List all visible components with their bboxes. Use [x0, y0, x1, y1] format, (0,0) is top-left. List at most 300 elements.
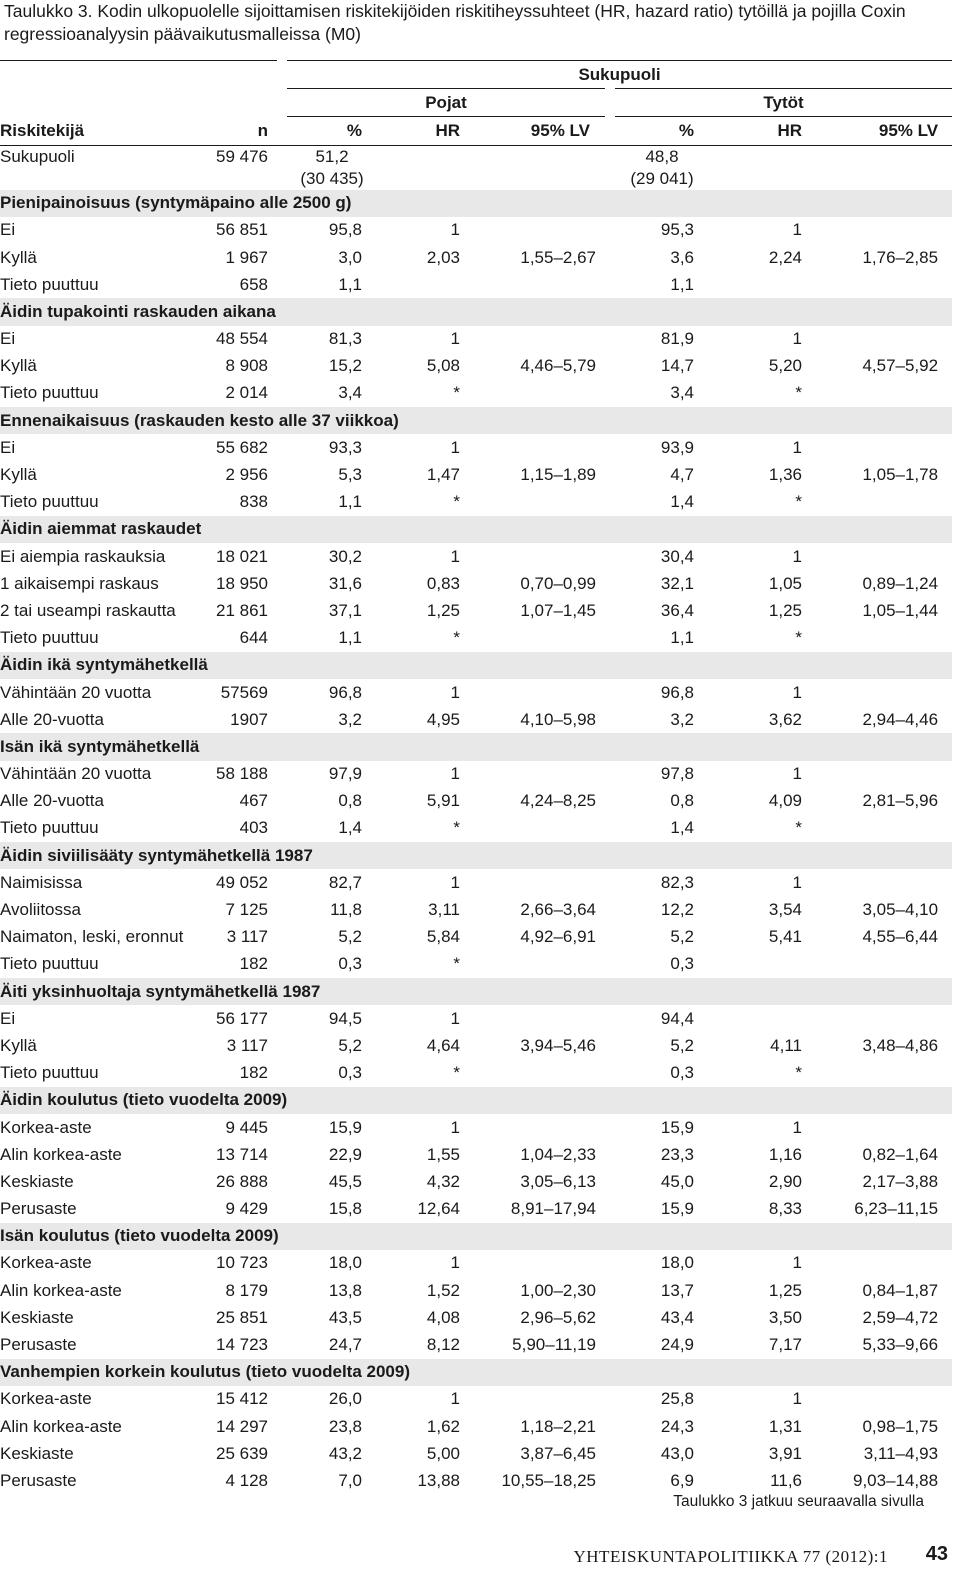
girls-pct: 3,4 [670, 383, 694, 403]
boys-pct: 15,2 [328, 356, 362, 376]
row-label: Korkea-aste [0, 1253, 92, 1273]
boys-hr: 1,55 [426, 1144, 460, 1164]
boys-ci [480, 1114, 610, 1141]
girls-hr: 1,36 [768, 465, 802, 485]
boys-hr: 5,84 [426, 927, 460, 947]
boys-ci [480, 625, 610, 652]
girls-ci [822, 543, 952, 570]
boys-pct: 1,1 [338, 628, 362, 648]
row-n: 14 723 [216, 1335, 268, 1355]
row-label: Alle 20-vuotta [0, 709, 104, 729]
table-row [0, 706, 952, 733]
girls-hr: 7,17 [768, 1335, 802, 1355]
girls-pct: 25,8 [660, 1389, 694, 1409]
girls-ci: 1,05–1,78 [862, 465, 939, 485]
boys-ci [480, 489, 610, 516]
row-n: 838 [239, 492, 268, 512]
boys-ci: 1,00–2,30 [520, 1280, 596, 1300]
girls-ci [822, 815, 952, 842]
girls-hr: 11,6 [770, 1470, 802, 1490]
boys-ci [480, 380, 610, 407]
girls-hr: 1,25 [768, 1280, 802, 1300]
table-row [0, 1277, 952, 1304]
boys-pct: 96,8 [328, 682, 362, 702]
col-risk-factor: Riskitekijä [0, 117, 210, 145]
boys-ci: 3,87–6,45 [520, 1443, 596, 1463]
col-boys-pct: % [282, 117, 382, 145]
boys-pct: 1,1 [338, 492, 362, 512]
table-row [0, 1250, 952, 1277]
boys-pct: 95,8 [328, 220, 362, 240]
row-n: 26 888 [216, 1171, 268, 1191]
girls-hr: * [795, 383, 802, 403]
boys-ci: 1,15–1,89 [520, 465, 596, 485]
girls-pct: 82,3 [660, 872, 694, 892]
boys-ci: 2,96–5,62 [520, 1307, 596, 1327]
boys-hr: 4,32 [426, 1171, 460, 1191]
girls-hr [714, 1005, 822, 1032]
table-row [0, 679, 952, 706]
row-n: 2 956 [225, 465, 268, 485]
girls-pct: 36,4 [660, 600, 694, 620]
boys-pct: 18,0 [328, 1253, 362, 1273]
boys-ci: 4,24–8,25 [520, 791, 596, 811]
boys-ci [480, 761, 610, 788]
girls-ci [822, 1386, 952, 1413]
continuation-note: Taulukko 3 jatkuu seuraavalla sivulla [673, 1493, 924, 1510]
girls-hr: 3,50 [768, 1307, 802, 1327]
boys-pct: 26,0 [328, 1389, 362, 1409]
girls-hr: 1 [792, 682, 802, 702]
row-label: Kyllä [0, 356, 37, 376]
girls-ci [822, 326, 952, 353]
boys-share [282, 145, 382, 190]
table-row [0, 1196, 952, 1223]
row-n: 7 125 [225, 900, 268, 920]
girls-ci: 6,23–11,15 [854, 1199, 939, 1219]
boys-pct: 82,7 [328, 872, 362, 892]
boys-hr: * [453, 492, 460, 512]
row-n: 10 723 [216, 1253, 268, 1273]
section-title: Äidin tupakointi raskauden aikana [0, 298, 952, 325]
section-header [0, 1359, 952, 1386]
row-label: Alin korkea-aste [0, 1416, 122, 1436]
boys-ci: 1,18–2,21 [520, 1416, 596, 1436]
girls-hr: 1,16 [768, 1144, 802, 1164]
girls-share-pct: 48,8 [645, 146, 679, 166]
girls-hr: 1 [792, 220, 802, 240]
boys-pct: 15,9 [328, 1117, 362, 1137]
row-n: 1 967 [225, 247, 268, 267]
row-n: 8 908 [225, 356, 268, 376]
girls-hr: 1,05 [768, 573, 802, 593]
girls-hr: 4,11 [770, 1035, 802, 1055]
section-header [0, 652, 952, 679]
boys-hr: 5,00 [426, 1443, 460, 1463]
girls-hr: * [795, 628, 802, 648]
girls-pct: 18,0 [660, 1253, 694, 1273]
girls-hr: 1 [792, 1389, 802, 1409]
boys-hr: * [453, 818, 460, 838]
table-row [0, 1413, 952, 1440]
girls-ci: 3,48–4,86 [862, 1035, 939, 1055]
table-row [0, 625, 952, 652]
section-header [0, 842, 952, 869]
boys-hr: 1 [450, 764, 460, 784]
row-label: Alin korkea-aste [0, 1280, 122, 1300]
col-girls-ci: 95% LV [822, 117, 952, 145]
row-n: 644 [239, 628, 268, 648]
section-header [0, 1087, 952, 1114]
row-label: Perusaste [0, 1199, 77, 1219]
girls-hr: 3,54 [768, 900, 802, 920]
section-title: Äidin ikä syntymähetkellä [0, 652, 952, 679]
boys-pct: 0,3 [338, 954, 362, 974]
girls-hr: * [795, 492, 802, 512]
girls-hr: 1 [792, 546, 802, 566]
table-row [0, 1304, 952, 1331]
girls-ci [822, 1060, 952, 1087]
boys-ci [480, 217, 610, 244]
girls-ci [822, 489, 952, 516]
boys-ci [480, 815, 610, 842]
girls-pct: 32,1 [660, 573, 694, 593]
girls-pct: 14,7 [660, 356, 694, 376]
girls-hr: 5,20 [768, 356, 802, 376]
col-boys-hr: HR [382, 117, 480, 145]
boys-pct: 3,4 [338, 383, 362, 403]
row-label: Keskiaste [0, 1443, 74, 1463]
girls-ci: 9,03–14,88 [852, 1470, 939, 1490]
row-n: 4 128 [225, 1470, 268, 1490]
girls-ci [822, 380, 952, 407]
girls-pct: 4,7 [670, 465, 694, 485]
girls-hr: * [795, 818, 802, 838]
boys-hr: 8,12 [426, 1335, 460, 1355]
section-title: Pienipainoisuus (syntymäpaino alle 2500 g) [0, 190, 952, 217]
row-label: Ei [0, 1008, 16, 1028]
girls-pct: 97,8 [660, 764, 694, 784]
row-n: 56 851 [216, 220, 268, 240]
girls-ci [822, 1005, 952, 1032]
boys-hr: 1,25 [426, 600, 460, 620]
table-row [0, 570, 952, 597]
row-n: 15 412 [216, 1389, 268, 1409]
girls-hr: 1 [792, 872, 802, 892]
boys-ci [480, 951, 610, 978]
girls-pct: 0,3 [670, 954, 694, 974]
section-title: Äiti yksinhuoltaja syntymähetkellä 1987 [0, 978, 952, 1005]
girls-ci: 2,17–3,88 [862, 1171, 939, 1191]
section-title: Ennenaikaisuus (raskauden kesto alle 37 viikkoa) [0, 407, 952, 434]
boys-hr: 4,64 [426, 1035, 460, 1055]
row-n: 1907 [230, 709, 268, 729]
girls-pct: 1,1 [670, 274, 694, 294]
row-n: 13 714 [216, 1144, 268, 1164]
girls-ci [822, 434, 952, 461]
table-row [0, 924, 952, 951]
table-row [0, 951, 952, 978]
row-label: Perusaste [0, 1335, 77, 1355]
row-n: 403 [239, 818, 268, 838]
row-label: Vähintään 20 vuotta [0, 764, 152, 784]
boys-hr: * [453, 954, 460, 974]
boys-hr: 1 [450, 1008, 460, 1028]
section-title: Äidin aiemmat raskaudet [0, 516, 952, 543]
row-label: Tieto puuttuu [0, 628, 99, 648]
section-title: Äidin koulutus (tieto vuodelta 2009) [0, 1087, 952, 1114]
header-columns-row [0, 117, 952, 145]
boys-hr: 1 [450, 872, 460, 892]
table-row [0, 597, 952, 624]
boys-ci: 1,07–1,45 [520, 600, 596, 620]
boys-pct: 3,2 [338, 709, 362, 729]
row-n: 3 117 [226, 1035, 268, 1055]
girls-pct: 43,0 [660, 1443, 694, 1463]
boys-ci [480, 434, 610, 461]
girls-ci [822, 1250, 952, 1277]
boys-pct: 13,8 [328, 1280, 362, 1300]
girls-ci [822, 217, 952, 244]
boys-hr: 1 [450, 1117, 460, 1137]
row-n: 56 177 [216, 1008, 268, 1028]
table-row [0, 434, 952, 461]
boys-hr: 1 [450, 437, 460, 457]
girls-share-n: (29 041) [630, 168, 694, 188]
boys-pct: 15,8 [328, 1199, 362, 1219]
boys-pct: 3,0 [338, 247, 362, 267]
row-label: 2 tai useampi raskautta [0, 600, 176, 620]
row-label: Tieto puuttuu [0, 818, 99, 838]
row-label: Perusaste [0, 1470, 77, 1490]
row-label: Naimisissa [0, 872, 83, 892]
boys-ci: 10,55–18,25 [501, 1470, 596, 1490]
girls-pct: 12,2 [660, 900, 694, 920]
section-header [0, 1223, 952, 1250]
boys-ci: 3,94–5,46 [520, 1035, 596, 1055]
table-row [0, 1440, 952, 1467]
girls-ci: 0,89–1,24 [862, 573, 939, 593]
boys-pct: 81,3 [328, 329, 362, 349]
table-row [0, 1331, 952, 1358]
boys-ci: 4,46–5,79 [520, 356, 596, 376]
table-row [0, 1005, 952, 1032]
girls-pct: 30,4 [660, 546, 694, 566]
girls-ci: 1,05–1,44 [862, 600, 939, 620]
girls-ci: 3,11–4,93 [863, 1443, 939, 1463]
boys-ci [480, 271, 610, 298]
row-n: 58 188 [216, 764, 268, 784]
boys-hr: 1 [450, 329, 460, 349]
boys-pct: 31,6 [328, 573, 362, 593]
girls-pct: 23,3 [660, 1144, 694, 1164]
section-header [0, 978, 952, 1005]
boys-hr: 1 [450, 220, 460, 240]
girls-pct: 43,4 [660, 1307, 694, 1327]
boys-pct: 5,3 [338, 465, 362, 485]
table-row [0, 1386, 952, 1413]
boys-pct: 0,3 [338, 1063, 362, 1083]
girls-pct: 24,3 [660, 1416, 694, 1436]
boys-pct: 45,5 [328, 1171, 362, 1191]
boys-pct: 94,5 [328, 1008, 362, 1028]
boys-ci: 4,92–6,91 [520, 927, 596, 947]
row-n: 182 [239, 1063, 268, 1083]
row-label: Alin korkea-aste [0, 1144, 122, 1164]
boys-pct: 5,2 [338, 927, 362, 947]
girls-hr: 1 [792, 437, 802, 457]
boys-pct: 93,3 [328, 437, 362, 457]
boys-hr: 1 [450, 1253, 460, 1273]
row-n: 55 682 [216, 437, 268, 457]
row-label: Avoliitossa [0, 900, 81, 920]
boys-ci [480, 1250, 610, 1277]
girls-ci: 0,84–1,87 [862, 1280, 939, 1300]
row-n: 9 429 [225, 1199, 268, 1219]
row-label: Korkea-aste [0, 1389, 92, 1409]
boys-hr: 0,83 [426, 573, 460, 593]
girls-pct: 5,2 [670, 1035, 694, 1055]
boys-ci [480, 326, 610, 353]
table-row [0, 543, 952, 570]
row-label: Tieto puuttuu [0, 1063, 99, 1083]
girls-pct: 24,9 [660, 1335, 694, 1355]
girls-pct: 13,7 [660, 1280, 694, 1300]
girls-ci: 0,98–1,75 [862, 1416, 939, 1436]
girls-hr: 2,90 [768, 1171, 802, 1191]
row-n: 658 [239, 274, 268, 294]
row-label: 1 aikaisempi raskaus [0, 573, 159, 593]
table-row [0, 815, 952, 842]
header-group-row [0, 61, 952, 89]
row-n: 3 117 [226, 927, 268, 947]
boys-hr: * [453, 1063, 460, 1083]
girls-pct: 94,4 [660, 1008, 694, 1028]
boys-hr: 1 [450, 1389, 460, 1409]
girls-pct: 95,3 [660, 220, 694, 240]
girls-hr [714, 951, 822, 978]
girls-hr: 1 [792, 329, 802, 349]
girls-pct: 93,9 [660, 437, 694, 457]
row-n: 18 021 [216, 546, 268, 566]
table-row [0, 326, 952, 353]
girls-ci: 3,05–4,10 [862, 900, 939, 920]
boys-pct: 1,4 [338, 818, 362, 838]
girls-ci [822, 951, 952, 978]
journal-name: YHTEISKUNTAPOLITIIKKA 77 (2012):1 [573, 1547, 888, 1566]
row-n: 25 639 [216, 1443, 268, 1463]
girls-hr: 1 [792, 764, 802, 784]
boys-ci: 1,55–2,67 [520, 247, 596, 267]
boys-ci: 4,10–5,98 [520, 709, 596, 729]
girls-hr: 1,31 [768, 1416, 802, 1436]
table-row [0, 788, 952, 815]
boys-hr: 12,64 [417, 1199, 460, 1219]
table-row [0, 461, 952, 488]
header-sex-row [0, 89, 952, 117]
row-n: 9 445 [225, 1117, 268, 1137]
girls-ci [822, 761, 952, 788]
girls-pct: 6,9 [670, 1470, 694, 1490]
table-row [0, 244, 952, 271]
row-n: 57569 [220, 682, 268, 702]
girls-ci [822, 869, 952, 896]
row-n: 48 554 [216, 329, 268, 349]
boys-ci: 0,70–0,99 [520, 573, 596, 593]
row-n: 467 [239, 791, 268, 811]
girls-hr: 1 [792, 1253, 802, 1273]
boys-hr: 1,47 [426, 465, 460, 485]
girls-pct: 1,4 [670, 492, 694, 512]
girls-hr: * [795, 1063, 802, 1083]
girls-ci: 2,94–4,46 [862, 709, 939, 729]
girls-ci: 2,59–4,72 [862, 1307, 939, 1327]
girls-pct: 1,4 [670, 818, 694, 838]
section-header [0, 407, 952, 434]
sex-row [0, 145, 952, 190]
boys-hr: 13,88 [417, 1470, 460, 1490]
section-title: Äidin siviilisääty syntymähetkellä 1987 [0, 842, 952, 869]
boys-pct: 30,2 [328, 546, 362, 566]
boys-pct: 24,7 [328, 1335, 362, 1355]
boys-hr: 5,91 [426, 791, 460, 811]
table-row [0, 353, 952, 380]
girls-hr: 3,62 [768, 709, 802, 729]
boys-hr: * [453, 383, 460, 403]
girls-hr: 1,25 [768, 600, 802, 620]
girls-share [610, 145, 714, 190]
col-n: n [210, 117, 282, 145]
row-label: Tieto puuttuu [0, 274, 99, 294]
girls-hr: 3,91 [768, 1443, 802, 1463]
col-girls-pct: % [610, 117, 714, 145]
girls-ci: 1,76–2,85 [862, 247, 939, 267]
table-row [0, 869, 952, 896]
boys-ci: 3,05–6,13 [520, 1171, 596, 1191]
row-label: Naimaton, leski, eronnut [0, 927, 184, 947]
row-label: Keskiaste [0, 1171, 74, 1191]
boys-pct: 22,9 [328, 1144, 362, 1164]
girls-pct: 5,2 [670, 927, 694, 947]
table-row [0, 1168, 952, 1195]
boys-pct: 5,2 [338, 1035, 362, 1055]
boys-pct: 7,0 [338, 1470, 362, 1490]
girls-hr: 4,09 [768, 791, 802, 811]
boys-ci [480, 679, 610, 706]
section-header [0, 298, 952, 325]
row-n: 14 297 [216, 1416, 268, 1436]
section-header [0, 733, 952, 760]
boys-pct: 97,9 [328, 764, 362, 784]
girls-pct: 15,9 [660, 1117, 694, 1137]
row-n: 18 950 [216, 573, 268, 593]
boys-hr: 4,08 [426, 1307, 460, 1327]
boys-ci [480, 869, 610, 896]
girls-pct: 15,9 [660, 1199, 694, 1219]
boys-hr [382, 271, 480, 298]
boys-ci [480, 543, 610, 570]
girls-pct: 45,0 [660, 1171, 694, 1191]
row-label: Ei [0, 220, 16, 240]
section-title: Isän ikä syntymähetkellä [0, 733, 952, 760]
girls-pct: 96,8 [660, 682, 694, 702]
boys-hr: 1,62 [426, 1416, 460, 1436]
table-row [0, 271, 952, 298]
risk-factor-table [0, 60, 952, 1495]
col-boys-ci: 95% LV [480, 117, 610, 145]
girls-ci [822, 271, 952, 298]
girls-hr: 1 [792, 1117, 802, 1137]
